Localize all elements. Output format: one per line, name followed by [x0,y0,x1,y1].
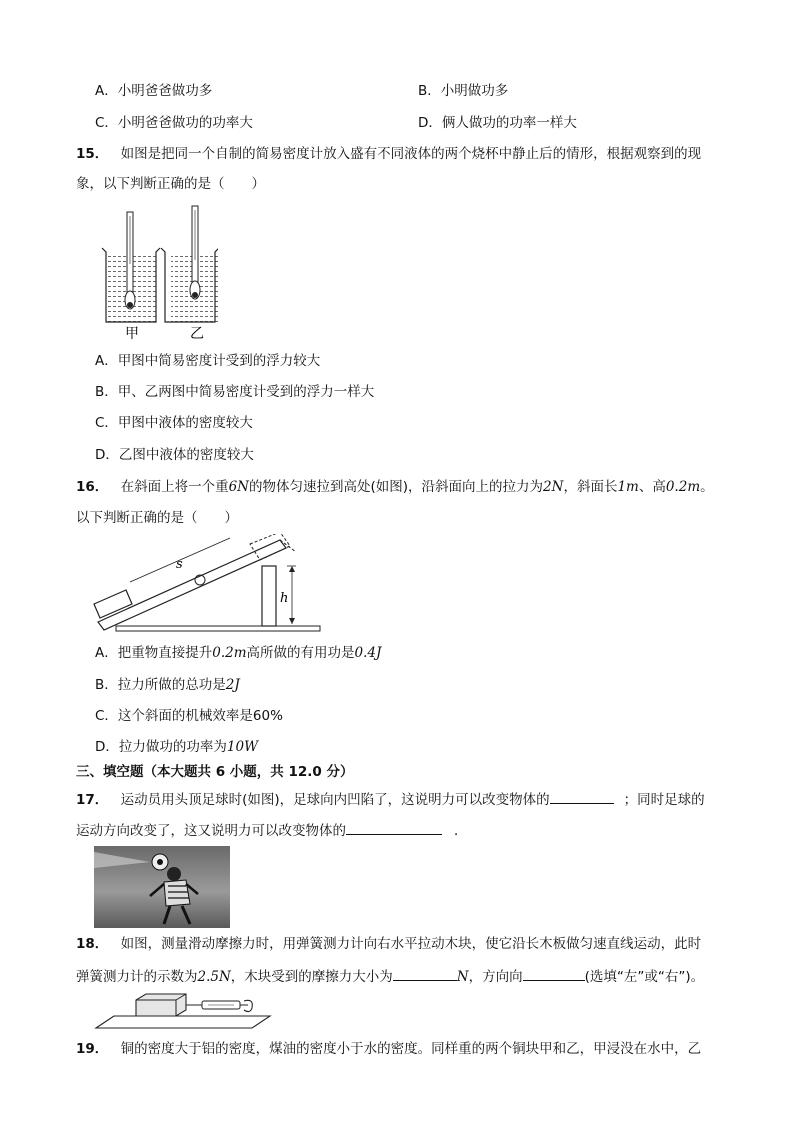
q18-blank-1[interactable] [393,966,457,981]
q15-option-b: B．甲、乙两图中简易密度计受到的浮力一样大 [95,384,375,400]
q16-d-pre: D．拉力做功的功率为 [95,739,227,755]
q14-option-b: B．小明做功多 [418,83,509,99]
q15-text: 如图是把同一个自制的简易密度计放入盛有不同液体的两个烧杯中静止后的情形，根据观察到的现 [120,146,702,162]
q18-text-f: (选填“左”或“右”)。 [584,969,705,985]
q17-text-c: 运动方向改变了，这又说明力可以改变物体的 [76,823,346,839]
q16-d-power: 10W [226,739,258,755]
q15-number: 15． [76,146,109,162]
q17-number: 17． [76,792,109,808]
q17-stem-line2 [76,820,468,841]
q16-option-a [95,643,381,663]
fig-label-left: 甲 [125,326,139,342]
q16-a-mid: 高所做的有用功是 [246,645,355,661]
q19-stem-line1 [76,1039,701,1059]
q18-number: 18． [76,936,109,952]
q17-stem-line1 [76,789,705,810]
q18-blank-2[interactable] [523,966,585,981]
q17-text-b: ；同时足球的 [623,792,705,808]
q18-text-e: ，方向向 [468,969,523,985]
q15-option-c: C．甲图中液体的密度较大 [95,415,253,431]
q16-text-a: 在斜面上将一个重 [120,479,229,495]
q17-figure-header [94,846,230,928]
q15-stem-line2: 象，以下判断正确的是（ ） [76,176,265,192]
q17-blank-1[interactable] [550,789,614,804]
fig-label-s: s [176,557,183,572]
q18-reading: 2.5N [197,969,231,985]
q15-figure-hydrometers [98,204,218,344]
q18-stem-line2 [76,966,704,987]
q16-b-pre: B．拉力所做的总功是 [95,677,226,693]
q16-length: 1m [617,479,639,495]
q17-blank-2[interactable] [346,820,442,835]
q16-stem-line2: 以下判断正确的是（ ） [76,510,238,526]
q16-text-i: 。 [700,479,714,495]
q16-text-c: 的物体匀速拉到高处(如图)，沿斜面向上的拉力为 [249,479,544,495]
beaker-right [161,206,218,322]
q18-text-c: ，木块受到的摩擦力大小为 [230,969,393,985]
q14-option-a: A．小明爸爸做功多 [95,83,213,99]
q16-force: 2N [543,479,564,495]
fig-label-right: 乙 [190,326,204,342]
fig-label-h: h [280,591,289,606]
q18-stem-line1 [76,934,701,954]
q18-figure-friction [94,992,274,1032]
q15-stem-line1 [76,144,701,164]
q14-option-d: D．俩人做功的功率一样大 [418,115,577,131]
q16-weight: 6N [228,479,249,495]
q16-option-c: C．这个斜面的机械效率是60% [95,708,283,724]
q16-text-g: 、高 [638,479,666,495]
q14-option-c: C．小明爸爸做功的功率大 [95,115,253,131]
q16-option-b [95,675,240,695]
q16-a-pre: A．把重物直接提升 [95,645,213,661]
q19-number: 19． [76,1041,109,1057]
q19-text: 铜的密度大于铝的密度，煤油的密度小于水的密度。同样重的两个铜块甲和乙，甲浸没在水中，乙 [120,1041,702,1057]
q17-text-d: ． [454,823,468,839]
q16-number: 16． [76,479,109,495]
q18-text: 如图，测量滑动摩擦力时，用弹簧测力计向右水平拉动木块，使它沿长木板做匀速直线运动，此时 [120,936,702,952]
q16-a-work: 0.4J [354,645,382,661]
q16-figure-incline [90,534,326,636]
q16-stem-line1 [76,477,714,497]
q16-option-d [95,737,258,757]
q15-option-d: D．乙图中液体的密度较大 [95,447,254,463]
q16-a-height: 0.2m [212,645,247,661]
q18-text-a: 弹簧测力计的示数为 [76,969,198,985]
q16-height: 0.2m [665,479,701,495]
q17-text-a: 运动员用头顶足球时(如图)，足球向内凹陷了，这说明力可以改变物体的 [120,792,550,808]
q16-b-work: 2J [225,677,240,693]
section-title: 三、填空题（本大题共 6 小题，共 12.0 分） [76,764,354,780]
q18-unit: N [456,969,469,985]
q16-text-e: ，斜面长 [563,479,618,495]
beaker-left [102,212,160,322]
q15-option-a: A．甲图中简易密度计受到的浮力较大 [95,353,321,369]
